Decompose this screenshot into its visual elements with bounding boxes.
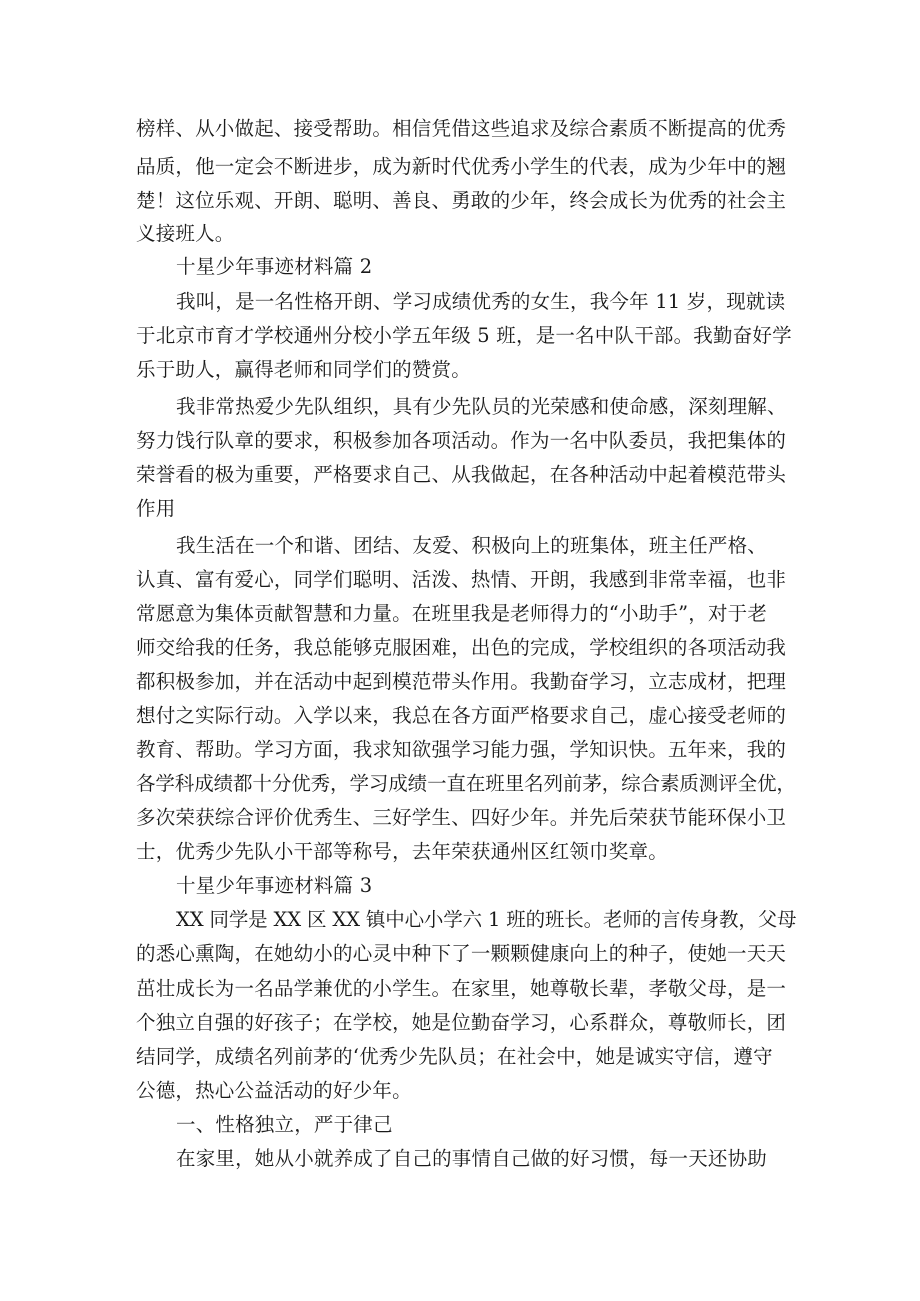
text-line: 我叫，是一名性格开朗、学习成绩优秀的女生，我今年 11 岁，现就读 <box>176 290 786 313</box>
text-line: 想付之实际行动。入学以来，我总在各方面严格要求自己，虚心接受老师的 <box>136 704 787 727</box>
text-line: 作用 <box>136 497 176 520</box>
text-line: 努力饯行队章的要求，积极参加各项活动。作为一名中队委员，我把集体的 <box>136 429 787 452</box>
text-line: 认真、富有爱心，同学们聪明、活泼、热情、开朗，我感到非常幸福，也非 <box>136 568 787 591</box>
text-line: 荣誉看的极为重要，严格要求自己、从我做起，在各种活动中起着模范带头 <box>136 463 787 486</box>
text-line: 各学科成绩都十分优秀，学习成绩一直在班里名列前茅，综合素质测评全优， <box>136 772 796 795</box>
text-line: 在家里，她从小就养成了自己的事情自己做的好习惯，每一天还协助 <box>176 1147 768 1170</box>
text-line: 品质，他一定会不断进步，成为新时代优秀小学生的代表，成为少年中的翘 <box>136 155 787 178</box>
text-line: 茁壮成长为一名品学兼优的小学生。在家里，她尊敬长辈，孝敬父母，是一 <box>136 977 787 1000</box>
text-line: 教育、帮助。学习方面，我求知欲强学习能力强，学知识快。五年来，我的 <box>136 738 787 761</box>
text-line: 结同学，成绩名列前茅的‘优秀少先队员；在社会中，她是诚实守信，遵守 <box>136 1045 773 1068</box>
section-heading: 十星少年事迹材料篇 3 <box>176 874 373 897</box>
text-line: 都积极参加，并在活动中起到模范带头作用。我勤奋学习，立志成材，把理 <box>136 670 787 693</box>
text-line: 我非常热爱少先队组织，具有少先队员的光荣感和使命感，深刻理解、 <box>176 395 787 418</box>
text-line: 义接班人。 <box>136 222 235 245</box>
text-line: 公德，热心公益活动的好少年。 <box>136 1079 412 1102</box>
text-line: 的悉心熏陶，在她幼小的心灵中种下了一颗颗健康向上的种子，使她一天天 <box>136 942 787 965</box>
section-heading: 十星少年事迹材料篇 2 <box>176 255 373 278</box>
section-heading: 一、性格独立，严于律己 <box>176 1113 393 1136</box>
text-line: 多次荣获综合评价优秀生、三好学生、四好少年。并先后荣获节能环保小卫 <box>136 806 787 829</box>
text-line: 师交给我的任务，我总能够克服困难，出色的完成，学校组织的各项活动我 <box>136 636 787 659</box>
text-line: 楚！这位乐观、开朗、聪明、善良、勇敢的少年，终会成长为优秀的社会主 <box>136 189 787 212</box>
text-line: 士，优秀少先队小干部等称号，去年荣获通州区红领巾奖章。 <box>136 840 668 863</box>
text-line: 我生活在一个和谐、团结、友爱、积极向上的班集体，班主任严格、 <box>176 534 768 557</box>
text-line: 榜样、从小做起、接受帮助。相信凭借这些追求及综合素质不断提高的优秀 <box>136 117 787 140</box>
text-line: 于北京市育才学校通州分校小学五年级 5 班，是一名中队干部。我勤奋好学 <box>136 324 792 347</box>
text-line: XX 同学是 XX 区 XX 镇中心小学六 1 班的班长。老师的言传身教，父母 <box>176 908 797 931</box>
text-line: 个独立自强的好孩子；在学校，她是位勤奋学习，心系群众，尊敬师长，团 <box>136 1011 787 1034</box>
text-line: 乐于助人，赢得老师和同学们的赞赏。 <box>136 358 471 381</box>
text-line: 常愿意为集体贡献智慧和力量。在班里我是老师得力的“小助手”，对于老 <box>136 602 768 625</box>
